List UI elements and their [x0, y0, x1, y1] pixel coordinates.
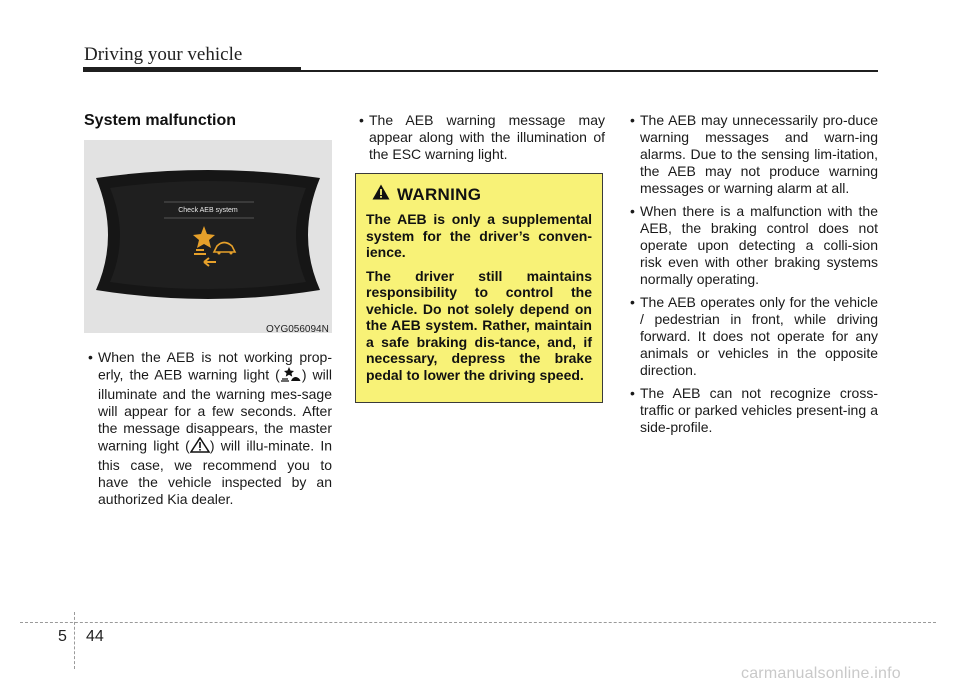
column-2	[355, 112, 605, 169]
warning-paragraph-1: The AEB is only a supplemental system for the driver’s conven-ience.	[366, 211, 592, 260]
list-item: • The AEB may unnecessarily pro-duce warning messages and warn-ing alarms. Due to the sensing lim-itation, the AEB may not produce warning messages or warning alarm at all.	[626, 112, 878, 197]
list-item: • The AEB warning message may appear along with the illumination of the ESC warning light.	[355, 112, 605, 163]
list-item: • When the AEB is not working prop-erly, the AEB warning light ( ) will illuminate and the warning mes-sage will appear for a few seconds. After the message disappears, the master warning light ( ) will illu-minate. In this case, we recommend you to have the vehicle inspected by an authorized Kia dealer.	[84, 349, 332, 508]
master-warning-triangle-icon	[190, 437, 210, 457]
header-rule-thin	[301, 70, 878, 72]
page-header-title: Driving your vehicle	[84, 44, 243, 65]
column-3	[626, 112, 878, 442]
warning-box	[355, 173, 603, 403]
aeb-warning-light-icon	[280, 366, 302, 386]
footer-divider	[20, 622, 936, 623]
cluster-display-figure	[84, 140, 332, 333]
watermark: carmanualsonline.info	[741, 665, 901, 682]
header-rule-thick	[83, 67, 301, 72]
warning-title: WARNING	[397, 184, 482, 204]
section-title: System malfunction	[84, 112, 237, 129]
column-1	[84, 349, 332, 514]
list-item: • The AEB can not recognize cross-traffic or parked vehicles present-ing a side-profile.	[626, 385, 878, 436]
display-message: Check AEB system	[178, 207, 238, 214]
chapter-number: 5	[58, 628, 67, 645]
cluster-display-illustration	[84, 140, 332, 333]
list-item: • When there is a malfunction with the AEB, the braking control does not operate upon detecting a colli-sion risk even with other braking systems normally operating.	[626, 203, 878, 288]
warning-heading	[372, 184, 592, 205]
list-item: • The AEB operates only for the vehicle / pedestrian in front, while driving forward. It does not operate for any animals or vehicles in the opposite direction.	[626, 294, 878, 379]
figure-caption: OYG056094N	[266, 324, 329, 335]
warning-paragraph-2: The driver still maintains responsibility to control the vehicle. Do not solely depend on the AEB system. Rather, maintain a safe braking dis-tance, and, if necessary, depress the brake pedal to lower the driving speed.	[366, 267, 592, 383]
warning-triangle-icon	[372, 184, 390, 205]
page-number: 44	[86, 628, 104, 645]
footer-vertical-divider	[74, 612, 75, 669]
